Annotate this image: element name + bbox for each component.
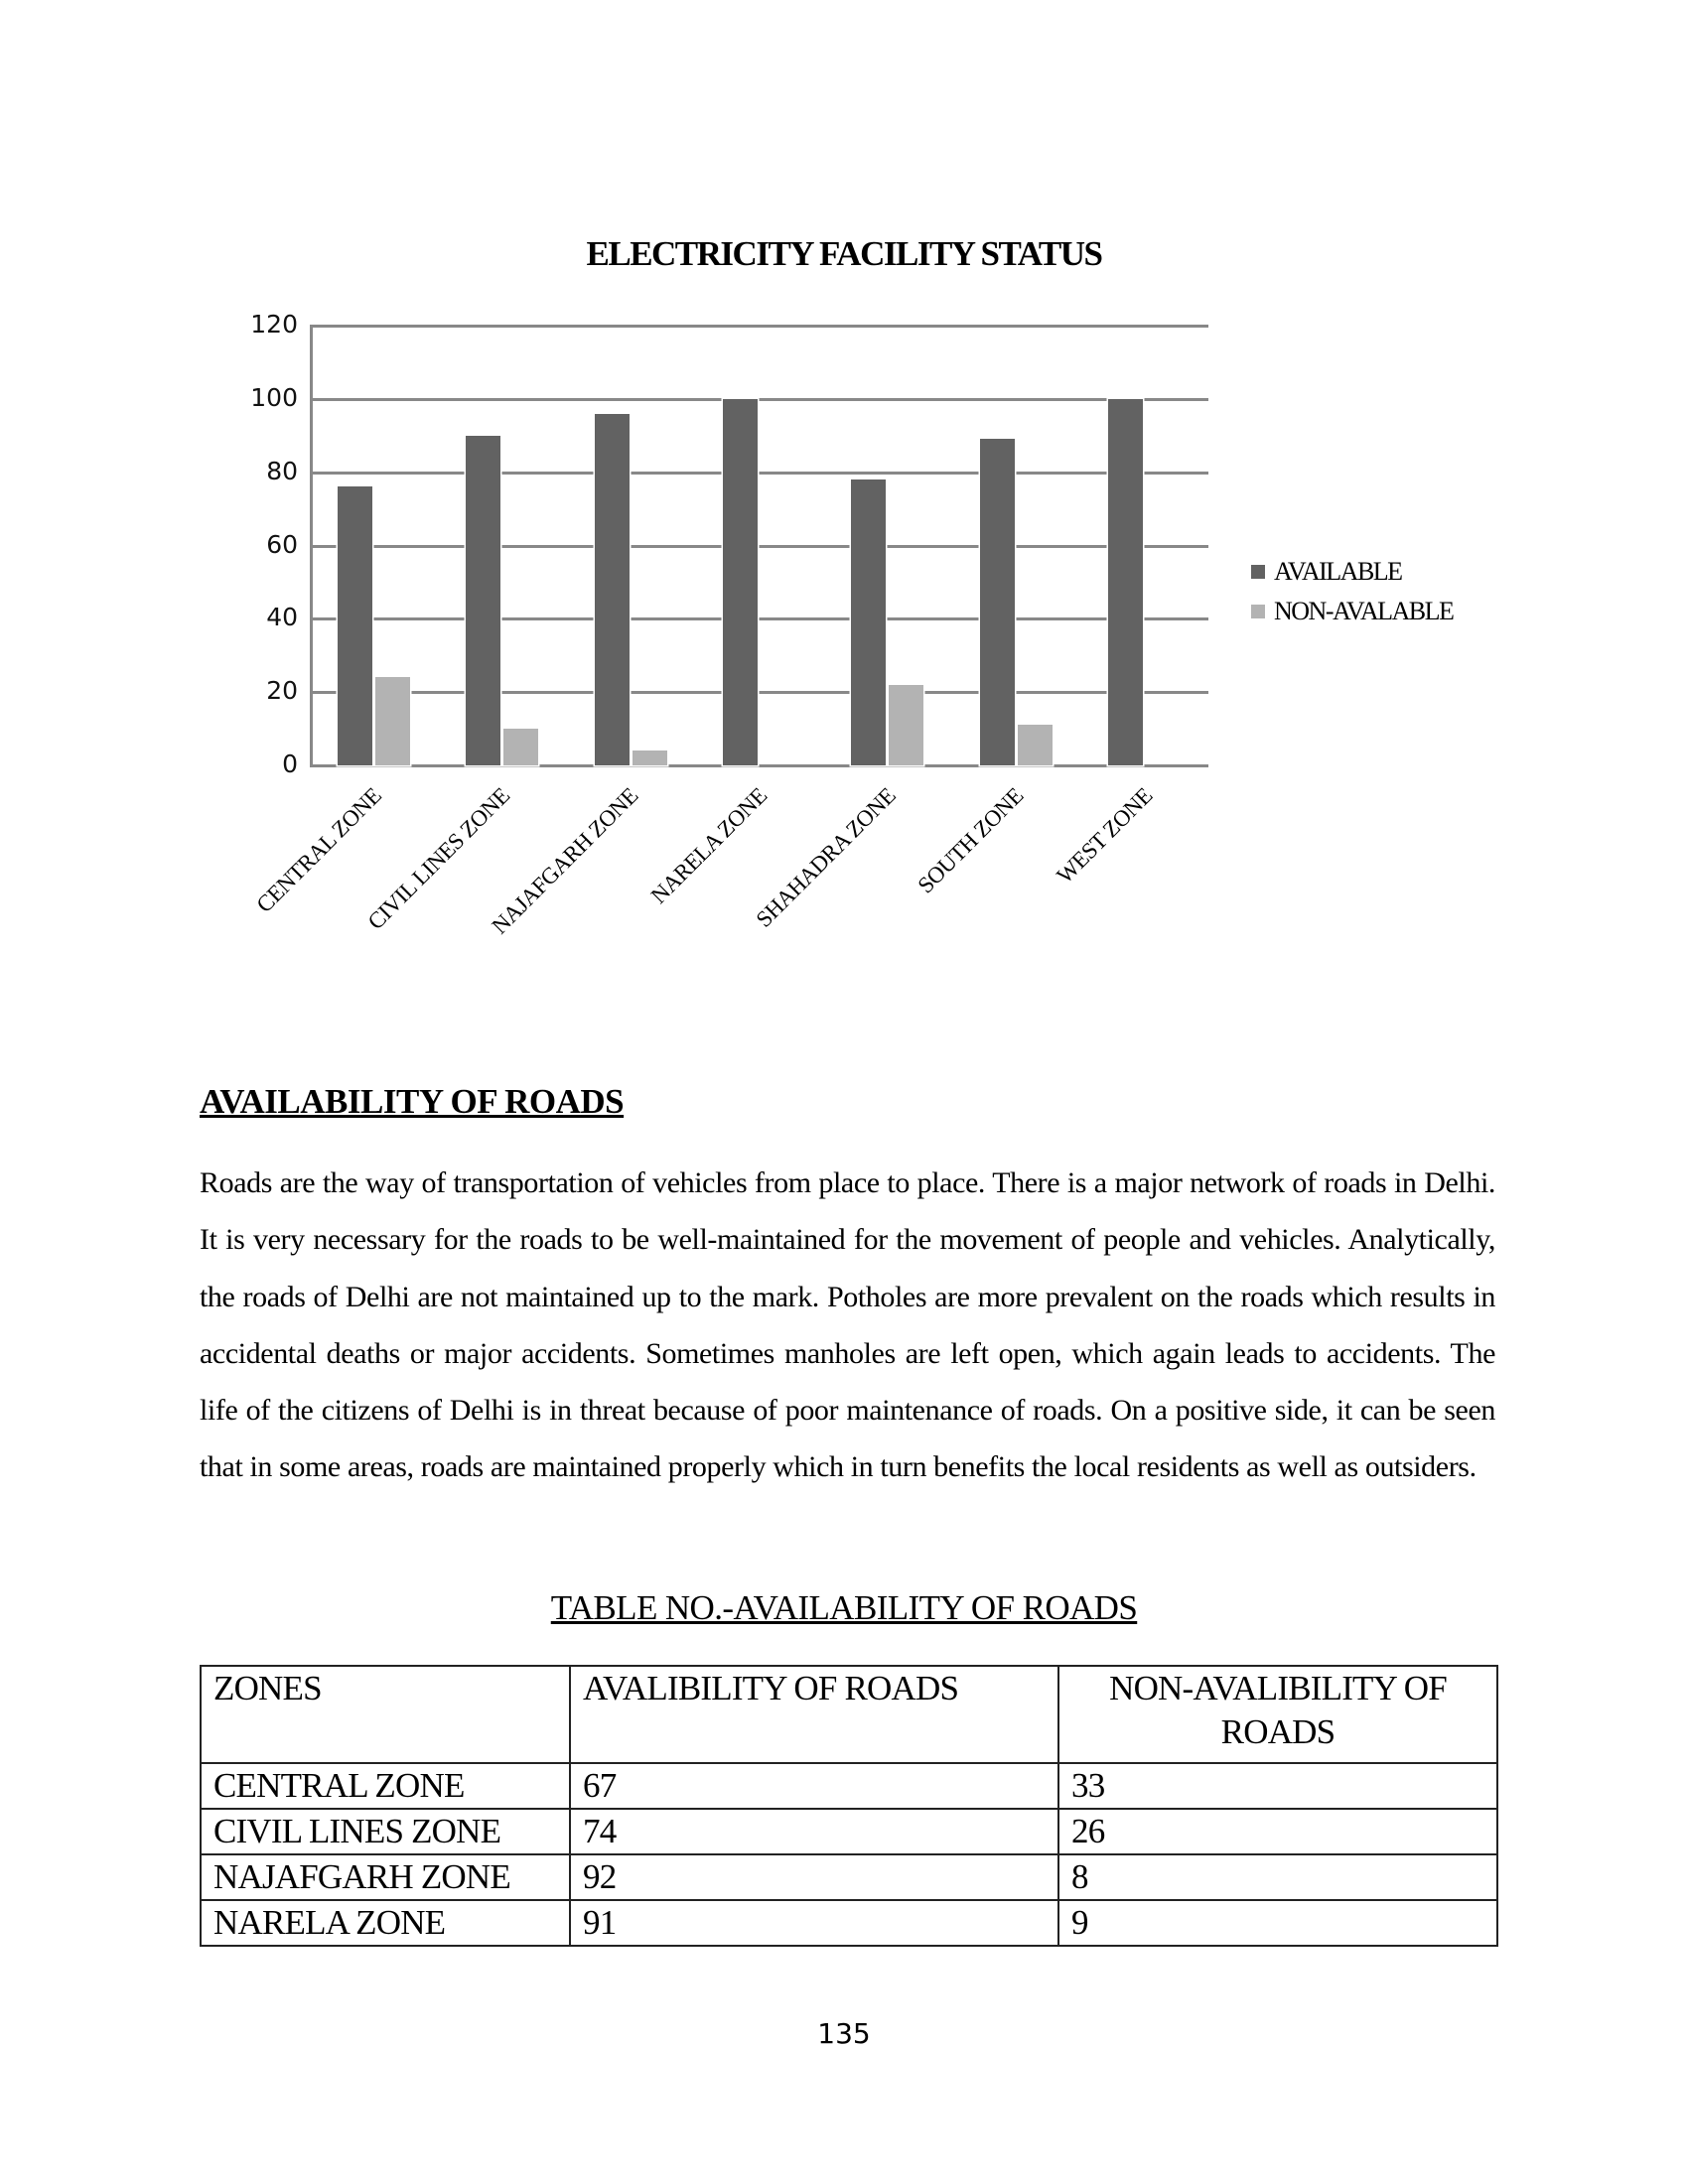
- bar-available: [980, 439, 1015, 765]
- bar-available: [1108, 399, 1143, 765]
- table-cell: NARELA ZONE: [201, 1900, 570, 1946]
- table-cell: 74: [570, 1809, 1058, 1854]
- table-row: [201, 1809, 1497, 1854]
- bar-available: [595, 414, 630, 765]
- y-tick-label: 20: [266, 676, 298, 706]
- bar-available: [338, 486, 372, 765]
- section-heading: AVAILABILITY OF ROADS: [200, 1082, 625, 1121]
- table-cell: 92: [570, 1854, 1058, 1900]
- x-tick-label: CENTRAL ZONE: [251, 782, 387, 918]
- table-header-row: [201, 1666, 1497, 1763]
- x-tick-label: SOUTH ZONE: [913, 782, 1029, 898]
- gridline: [310, 617, 1208, 620]
- table-caption: TABLE NO.-AVAILABILITY OF ROADS: [550, 1588, 1138, 1627]
- x-tick-label: CIVIL LINES ZONE: [363, 782, 515, 935]
- table-cell: 91: [570, 1900, 1058, 1946]
- bar-non-available: [633, 751, 667, 765]
- table-row: [201, 1900, 1497, 1946]
- bar-available: [723, 399, 758, 765]
- table-cell: 26: [1058, 1809, 1497, 1854]
- gridline: [310, 545, 1208, 548]
- legend-label: AVAILABLE: [1274, 557, 1402, 586]
- table-cell: 9: [1058, 1900, 1497, 1946]
- gridline: [310, 472, 1208, 475]
- y-tick-label: 0: [282, 750, 298, 778]
- bar-non-available: [375, 677, 410, 765]
- legend-label: NON-AVALABLE: [1274, 597, 1454, 625]
- gridline: [310, 398, 1208, 401]
- table-cell: 67: [570, 1763, 1058, 1809]
- legend-item-non-available: [1251, 592, 1453, 631]
- x-tick-label: SHAHADRA ZONE: [751, 782, 901, 932]
- table-header-cell: AVALIBILITY OF ROADS: [570, 1666, 1058, 1763]
- y-tick-label: 100: [250, 382, 298, 412]
- table-cell: NAJAFGARH ZONE: [201, 1854, 570, 1900]
- table-row: [201, 1763, 1497, 1809]
- x-tick-label: WEST ZONE: [1051, 782, 1157, 888]
- page-number: 135: [817, 2017, 871, 2050]
- bar-chart: [0, 0, 1688, 993]
- y-tick-label: 40: [266, 603, 298, 632]
- table-row: [201, 1854, 1497, 1900]
- table-cell: CENTRAL ZONE: [201, 1763, 570, 1809]
- body-paragraph: Roads are the way of transportation of vehicles from place to place. There is a major network of roads in Delhi. It is very necessary for the roads to be well-maintained for the movement of people and vehicles. Analytically, the roads of Delhi are not maintained up to the mark. Potholes are more prevalent on the roads which results in accidental deaths or major accidents. Sometimes manholes are left open, which again leads to accidents. The life of the citizens of Delhi is in threat because of poor maintenance of roads. On a positive side, it can be seen that in some areas, roads are maintained properly which in turn benefits the local residents as well as outsiders.: [200, 1166, 1495, 1484]
- table-cell: CIVIL LINES ZONE: [201, 1809, 570, 1854]
- chart-legend: [1251, 552, 1453, 631]
- bar-non-available: [889, 685, 923, 765]
- x-tick-label: NARELA ZONE: [645, 782, 772, 909]
- bar-non-available: [503, 729, 538, 765]
- y-tick-label: 80: [266, 456, 298, 485]
- roads-table: [200, 1665, 1498, 1947]
- y-tick-label: 60: [266, 529, 298, 559]
- chart-title: ELECTRICITY FACILITY STATUS: [586, 234, 1102, 273]
- legend-swatch-icon: [1251, 565, 1265, 579]
- table-cell: 8: [1058, 1854, 1497, 1900]
- bar-non-available: [1018, 725, 1053, 765]
- y-tick-label: 120: [250, 310, 298, 339]
- bar-available: [851, 479, 886, 765]
- legend-swatch-icon: [1251, 605, 1265, 618]
- legend-item-available: [1251, 552, 1453, 592]
- table-header-cell: ZONES: [201, 1666, 570, 1763]
- table-cell: 33: [1058, 1763, 1497, 1809]
- gridline: [310, 691, 1208, 694]
- gridline: [310, 764, 1208, 767]
- x-tick-label: NAJAFGARH ZONE: [487, 782, 643, 939]
- gridline: [310, 325, 1208, 328]
- bar-available: [466, 436, 500, 765]
- table-header-cell: NON-AVALIBILITY OF ROADS: [1058, 1666, 1497, 1763]
